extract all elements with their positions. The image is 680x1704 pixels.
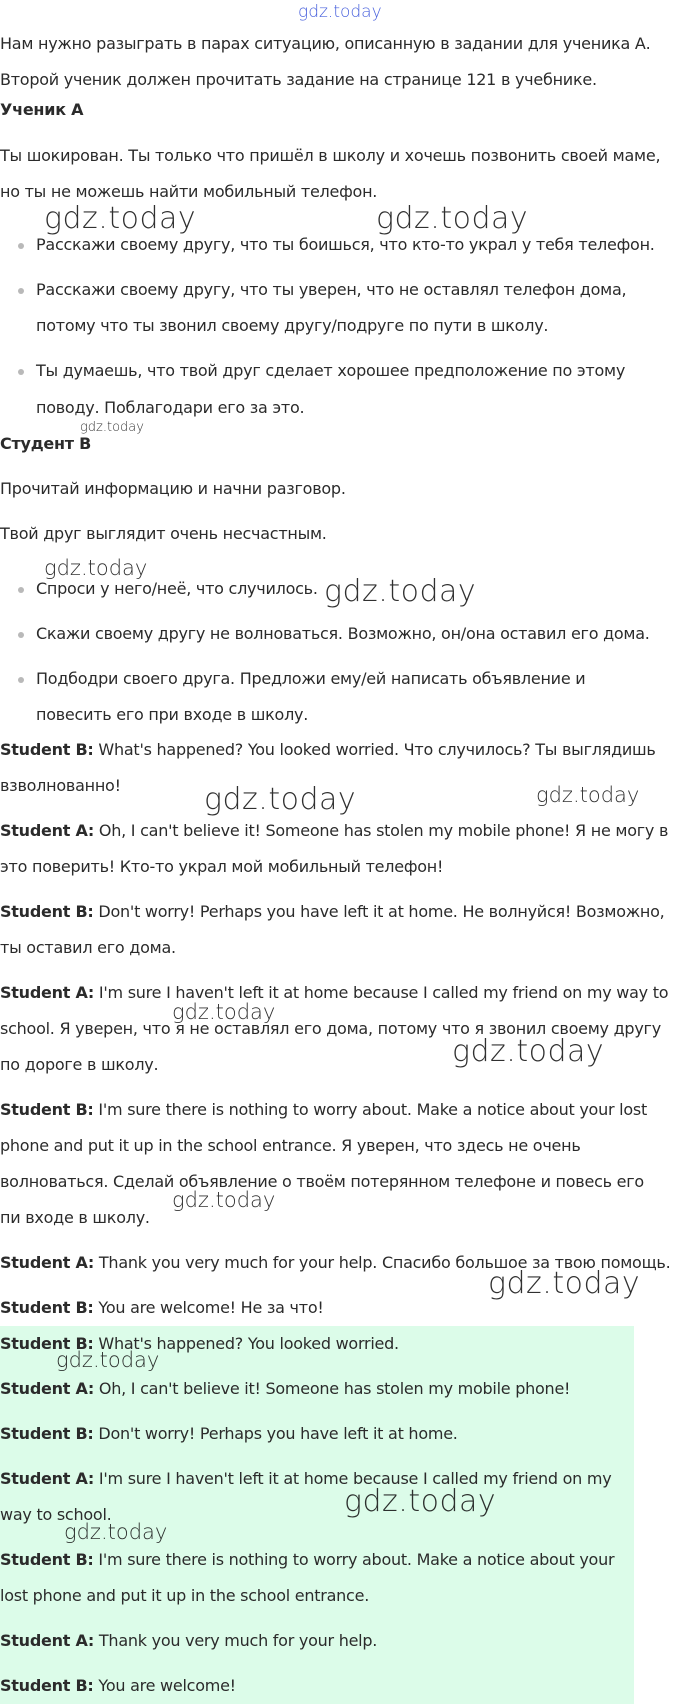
watermark: gdz.today [56,1348,160,1372]
answer-text: Don't worry! Perhaps you have left it at home. [93,1424,458,1443]
bullet-dot [18,587,24,593]
dialog-continuation: взволнованно! [0,776,121,795]
watermark: gdz.today [204,782,357,817]
answer-text: I'm sure there is nothing to worry about. Make a notice about your [93,1550,615,1569]
dialog-text: Don't worry! Perhaps you have left it at home. Не волнуйся! Возможно, [93,902,665,921]
watermark: gdz.today [44,556,148,580]
answer-line [0,1379,570,1399]
watermark: gdz.today [376,201,529,236]
watermark: gdz.today [488,1266,641,1301]
watermark: gdz.today [172,1188,276,1212]
dialog-line [0,1298,324,1318]
a-bullet-1: Расскажи своему другу, что ты боишься, что кто-то украл у тебя телефон. [36,235,655,254]
answer-line [0,1676,236,1696]
answer-line [0,1469,611,1489]
speaker-label: Student B: [0,1550,94,1569]
bullet-dot [18,632,24,638]
speaker-label: Student B: [0,740,94,759]
heading-student-b: Студент В [0,434,92,453]
a-task-line-2: но ты не можешь найти мобильный телефон. [0,182,378,201]
speaker-label: Student A: [0,1469,95,1488]
a-bullet-3-line-2: поводу. Поблагодари его за это. [36,398,305,417]
b-bullet-1: Спроси у него/неё, что случилось. [36,579,318,598]
speaker-label: Student A: [0,1253,95,1272]
b-task-line-1: Прочитай информацию и начни разговор. [0,479,346,498]
dialog-continuation: по дороге в школу. [0,1055,159,1074]
bullet-dot [18,288,24,294]
watermark: gdz.today [80,420,144,435]
speaker-label: Student B: [0,1676,94,1695]
a-bullet-2-line-1: Расскажи своему другу, что ты уверен, что не оставлял телефон дома, [36,280,627,299]
dialog-text: I'm sure there is nothing to worry about. Make a notice about your lost [93,1100,647,1119]
speaker-label: Student A: [0,1631,95,1650]
dialog-line [0,821,668,841]
dialog-continuation: волноваться. Сделай объявление о твоём потерянном телефоне и повесь его [0,1172,644,1191]
speaker-label: Student A: [0,821,95,840]
bullet-dot [18,243,24,249]
watermark: gdz.today [172,1000,276,1024]
watermark: gdz.today [536,783,640,807]
dialog-text: Thank you very much for your help. Спасибо большое за твою помощь. [94,1253,671,1272]
answer-text: What's happened? You looked worried. [93,1334,399,1353]
bullet-dot [18,369,24,375]
site-title[interactable]: gdz.today [298,2,382,22]
dialog-text: I'm sure I haven't left it at home because I called my friend on my way to [94,983,669,1002]
speaker-label: Student B: [0,902,94,921]
intro-line-1: Нам нужно разыграть в парах ситуацию, описанную в задании для ученика А. [0,34,651,53]
watermark: gdz.today [44,201,197,236]
speaker-label: Student B: [0,1424,94,1443]
dialog-line [0,740,656,760]
b-bullet-2: Скажи своему другу не волноваться. Возможно, он/она оставил его дома. [36,624,650,643]
a-bullet-3-line-1: Ты думаешь, что твой друг сделает хорошее предположение по этому [36,361,626,380]
answer-continuation: lost phone and put it up in the school entrance. [0,1586,370,1605]
watermark: gdz.today [452,1034,605,1069]
b-bullet-3-line-1: Подбодри своего друга. Предложи ему/ей написать объявление и [36,669,586,688]
watermark: gdz.today [324,574,477,609]
watermark: gdz.today [344,1484,497,1519]
dialog-continuation: это поверить! Кто-то украл мой мобильный телефон! [0,857,444,876]
heading-student-a: Ученик А [0,100,84,119]
a-task-line-1: Ты шокирован. Ты только что пришёл в школу и хочешь позвонить своей маме, [0,146,661,165]
watermark: gdz.today [64,1520,168,1544]
answer-continuation: way to school. [0,1505,112,1524]
dialog-text: What's happened? You looked worried. Что случилось? Ты выглядишь [93,740,656,759]
answer-line [0,1631,377,1651]
answer-text: Oh, I can't believe it! Someone has stolen my mobile phone! [94,1379,571,1398]
dialog-continuation: пи входе в школу. [0,1208,150,1227]
speaker-label: Student B: [0,1100,94,1119]
b-bullet-3-line-2: повесить его при входе в школу. [36,705,309,724]
dialog-continuation: phone and put it up in the school entrance. Я уверен, что здесь не очень [0,1136,581,1155]
speaker-label: Student B: [0,1298,94,1317]
dialog-line [0,902,665,922]
dialog-line [0,983,668,1003]
answer-text: Thank you very much for your help. [94,1631,378,1650]
dialog-line [0,1100,647,1120]
answer-line [0,1424,458,1444]
speaker-label: Student A: [0,1379,95,1398]
dialog-text: Oh, I can't believe it! Someone has stolen my mobile phone! Я не могу в [94,821,669,840]
answer-text: You are welcome! [93,1676,236,1695]
dialog-continuation: ты оставил его дома. [0,938,176,957]
b-task-line-2: Твой друг выглядит очень несчастным. [0,524,327,543]
answer-line [0,1550,614,1570]
dialog-text: You are welcome! Не за что! [93,1298,324,1317]
bullet-dot [18,677,24,683]
dialog-continuation: school. Я уверен, что я не оставлял его дома, потому что я звонил своему другу [0,1019,661,1038]
intro-line-2: Второй ученик должен прочитать задание на странице 121 в учебнике. [0,70,597,89]
speaker-label: Student B: [0,1334,94,1353]
speaker-label: Student A: [0,983,95,1002]
answer-text: I'm sure I haven't left it at home because I called my friend on my [94,1469,612,1488]
a-bullet-2-line-2: потому что ты звонил своему другу/подруге по пути в школу. [36,316,549,335]
